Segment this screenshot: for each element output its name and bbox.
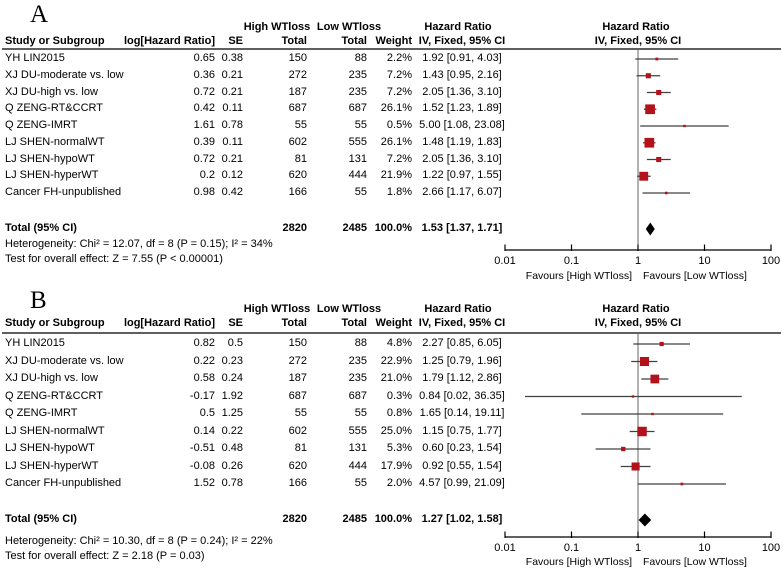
heterogeneity-text: Heterogeneity: Chi² = 12.07, df = 8 (P = 0.15); I² = 34% <box>5 238 273 250</box>
high-total-value: 187 <box>288 85 307 98</box>
low-total-value: 687 <box>348 389 367 402</box>
total-label: Total (95% CI) <box>5 513 77 525</box>
total-high-value: 2820 <box>282 222 307 234</box>
ci-text: 1.92 [0.91, 4.03] <box>422 52 502 64</box>
log-hr-value: 0.72 <box>193 152 215 165</box>
weight-value: 26.1% <box>380 102 412 115</box>
log-hr-value: 1.61 <box>193 119 215 131</box>
ci-text: 1.43 [0.95, 2.16] <box>422 68 502 81</box>
low-total-value: 55 <box>354 119 367 131</box>
panel-label: A <box>30 1 49 28</box>
ci-text: 0.60 [0.23, 1.54] <box>422 442 502 454</box>
log-hr-value: 0.42 <box>193 102 215 115</box>
header-hr-plot: Hazard Ratio <box>602 21 670 33</box>
low-total-value: 235 <box>348 85 367 98</box>
high-total-value: 150 <box>288 52 307 64</box>
high-total-value: 602 <box>288 424 307 437</box>
study-name: XJ DU-high vs. low <box>5 372 98 384</box>
header-hr: Hazard Ratio <box>424 303 492 315</box>
weight-value: 21.0% <box>380 372 412 384</box>
study-name: XJ DU-high vs. low <box>5 85 98 98</box>
study-name: Q ZENG-RT&CCRT <box>5 389 103 402</box>
effect-square <box>656 90 661 95</box>
study-name: LJ SHEN-hyperWT <box>5 169 99 182</box>
log-hr-value: 0.2 <box>199 169 215 182</box>
tick-label: 10 <box>698 255 711 267</box>
se-value: 0.38 <box>221 52 243 64</box>
se-value: 0.21 <box>221 85 243 98</box>
se-value: 0.24 <box>221 372 243 384</box>
study-name: LJ SHEN-hypoWT <box>5 442 95 454</box>
study-name: LJ SHEN-hyperWT <box>5 459 99 472</box>
header-ci-plot: IV, Fixed, 95% CI <box>594 317 682 329</box>
header-study: Study or Subgroup <box>5 35 105 47</box>
high-total-value: 81 <box>294 152 307 165</box>
low-total-value: 687 <box>348 102 367 115</box>
high-total-value: 602 <box>288 135 307 148</box>
heterogeneity-text: Heterogeneity: Chi² = 10.30, df = 8 (P = 0.24); I² = 22% <box>5 535 273 547</box>
se-value: 0.22 <box>221 424 243 437</box>
log-hr-value: -0.51 <box>189 442 215 454</box>
total-label: Total (95% CI) <box>5 222 77 234</box>
study-name: Cancer FH-unpublished <box>5 477 122 489</box>
weight-value: 22.9% <box>380 354 412 367</box>
weight-value: 1.8% <box>386 186 412 198</box>
se-value: 0.12 <box>221 169 243 182</box>
se-value: 0.48 <box>221 442 243 454</box>
header-group-high: High WTloss <box>243 21 311 33</box>
favours-left-label: Favours [High WTloss] <box>525 270 632 282</box>
se-value: 0.26 <box>221 459 243 472</box>
ci-text: 0.84 [0.02, 36.35] <box>419 389 505 402</box>
tick-label: 1 <box>634 542 642 554</box>
effect-square <box>621 447 625 451</box>
se-value: 0.11 <box>222 102 243 115</box>
study-name: LJ SHEN-hypoWT <box>5 152 95 165</box>
effect-square <box>660 342 664 346</box>
ci-text: 5.00 [1.08, 23.08] <box>419 119 505 131</box>
header-ci-plot: IV, Fixed, 95% CI <box>594 35 682 47</box>
effect-square <box>632 395 634 397</box>
overall-effect-text: Test for overall effect: Z = 7.55 (P < 0.00001) <box>5 253 223 265</box>
header-total-low: Total <box>341 317 367 329</box>
log-hr-value: 0.22 <box>193 354 215 367</box>
low-total-value: 131 <box>348 152 367 165</box>
log-hr-value: -0.08 <box>189 459 215 472</box>
header-total-low: Total <box>341 35 367 47</box>
se-value: 0.78 <box>221 477 243 489</box>
log-hr-value: 1.52 <box>193 477 215 489</box>
log-hr-value: 0.58 <box>193 372 215 384</box>
low-total-value: 555 <box>348 424 367 437</box>
study-name: Q ZENG-IMRT <box>5 407 78 419</box>
tick-label: 100 <box>761 255 781 267</box>
header-loghr: log[Hazard Ratio] <box>123 317 215 329</box>
log-hr-value: 0.14 <box>193 424 215 437</box>
header-group-low: Low WTloss <box>316 303 382 315</box>
se-value: 0.21 <box>221 152 243 165</box>
se-value: 0.78 <box>221 119 243 131</box>
low-total-value: 55 <box>354 186 367 198</box>
effect-square <box>665 192 668 195</box>
favours-right-label: Favours [Low WTloss] <box>643 556 747 568</box>
header-group-high: High WTloss <box>243 303 311 315</box>
ci-text: 0.92 [0.55, 1.54] <box>422 459 502 472</box>
header-weight: Weight <box>375 35 412 47</box>
header-study: Study or Subgroup <box>5 317 105 329</box>
weight-value: 4.8% <box>386 337 412 349</box>
overall-effect-text: Test for overall effect: Z = 2.18 (P = 0.03) <box>5 550 205 562</box>
study-name: XJ DU-moderate vs. low <box>5 68 124 81</box>
low-total-value: 235 <box>348 354 367 367</box>
weight-value: 0.8% <box>386 407 412 419</box>
ci-text: 2.05 [1.36, 3.10] <box>422 85 502 98</box>
summary-diamond <box>646 223 655 236</box>
log-hr-value: 0.36 <box>193 68 215 81</box>
weight-value: 7.2% <box>386 152 412 165</box>
weight-value: 7.2% <box>386 68 412 81</box>
weight-value: 2.0% <box>386 477 412 489</box>
low-total-value: 88 <box>354 337 367 349</box>
weight-value: 21.9% <box>380 169 412 182</box>
ci-text: 1.25 [0.79, 1.96] <box>422 354 502 367</box>
high-total-value: 272 <box>288 68 307 81</box>
study-name: YH LIN2015 <box>5 52 65 64</box>
study-name: Cancer FH-unpublished <box>5 186 122 198</box>
header-hr: Hazard Ratio <box>424 21 492 33</box>
study-name: Q ZENG-RT&CCRT <box>5 102 103 115</box>
high-total-value: 81 <box>294 442 307 454</box>
se-value: 0.21 <box>221 68 243 81</box>
header-se: SE <box>228 317 243 329</box>
effect-square <box>656 157 661 162</box>
high-total-value: 55 <box>294 407 307 419</box>
se-value: 0.11 <box>222 135 243 148</box>
low-total-value: 444 <box>348 169 367 182</box>
effect-square <box>683 125 685 127</box>
effect-square <box>651 413 653 415</box>
tick-label: 10 <box>698 542 711 554</box>
tick-label: 0.1 <box>563 542 580 554</box>
high-total-value: 166 <box>288 477 307 489</box>
se-value: 0.5 <box>227 337 243 349</box>
effect-square <box>681 483 684 486</box>
effect-square <box>632 462 640 470</box>
high-total-value: 166 <box>288 186 307 198</box>
effect-square <box>639 172 648 181</box>
study-name: LJ SHEN-normalWT <box>5 135 105 148</box>
log-hr-value: 0.98 <box>193 186 215 198</box>
ci-text: 1.48 [1.19, 1.83] <box>422 135 502 148</box>
study-name: XJ DU-moderate vs. low <box>5 354 124 367</box>
log-hr-value: 0.82 <box>193 337 215 349</box>
ci-text: 1.65 [0.14, 19.11] <box>419 407 505 419</box>
header-weight: Weight <box>375 317 412 329</box>
effect-square <box>637 427 647 437</box>
ci-text: 1.79 [1.12, 2.86] <box>422 372 502 384</box>
weight-value: 5.3% <box>386 442 412 454</box>
study-name: LJ SHEN-normalWT <box>5 424 105 437</box>
high-total-value: 187 <box>288 372 307 384</box>
header-loghr: log[Hazard Ratio] <box>123 35 215 47</box>
ci-text: 4.57 [0.99, 21.09] <box>419 477 505 489</box>
total-low-value: 2485 <box>342 222 367 234</box>
weight-value: 0.5% <box>386 119 412 131</box>
effect-square <box>640 357 649 366</box>
effect-square <box>646 73 651 78</box>
total-weight-value: 100.0% <box>374 222 412 234</box>
high-total-value: 150 <box>288 337 307 349</box>
study-name: Q ZENG-IMRT <box>5 119 78 131</box>
low-total-value: 55 <box>354 477 367 489</box>
log-hr-value: -0.17 <box>189 389 215 402</box>
low-total-value: 55 <box>354 407 367 419</box>
weight-value: 17.9% <box>380 459 412 472</box>
tick-label: 1 <box>634 255 642 267</box>
total-weight-value: 100.0% <box>374 513 412 525</box>
log-hr-value: 0.72 <box>193 85 215 98</box>
high-total-value: 620 <box>288 169 307 182</box>
study-name: YH LIN2015 <box>5 337 65 349</box>
low-total-value: 555 <box>348 135 367 148</box>
tick-label: 0.1 <box>563 255 580 267</box>
effect-square <box>645 104 655 114</box>
high-total-value: 687 <box>288 102 307 115</box>
low-total-value: 131 <box>348 442 367 454</box>
se-value: 1.25 <box>221 407 243 419</box>
weight-value: 26.1% <box>380 135 412 148</box>
ci-text: 2.66 [1.17, 6.07] <box>422 186 502 198</box>
effect-square <box>650 375 659 384</box>
header-ci: IV, Fixed, 95% CI <box>418 317 506 329</box>
effect-square <box>655 58 658 61</box>
weight-value: 7.2% <box>386 85 412 98</box>
log-hr-value: 0.65 <box>193 52 215 64</box>
high-total-value: 55 <box>294 119 307 131</box>
ci-text: 2.05 [1.36, 3.10] <box>422 152 502 165</box>
favours-right-label: Favours [Low WTloss] <box>643 270 747 282</box>
summary-diamond <box>639 514 652 527</box>
tick-label: 100 <box>761 542 781 554</box>
se-value: 0.23 <box>221 354 243 367</box>
weight-value: 0.3% <box>386 389 412 402</box>
high-total-value: 620 <box>288 459 307 472</box>
effect-square <box>644 138 654 148</box>
header-ci: IV, Fixed, 95% CI <box>418 35 506 47</box>
tick-label: 0.01 <box>494 542 516 554</box>
high-total-value: 687 <box>288 389 307 402</box>
se-value: 0.42 <box>221 186 243 198</box>
ci-text: 1.22 [0.97, 1.55] <box>422 169 502 182</box>
total-high-value: 2820 <box>282 513 307 525</box>
total-ci-text: 1.53 [1.37, 1.71] <box>421 222 503 234</box>
ci-text: 2.27 [0.85, 6.05] <box>422 337 502 349</box>
low-total-value: 235 <box>348 372 367 384</box>
panel-label: B <box>30 287 47 314</box>
low-total-value: 88 <box>354 52 367 64</box>
tick-label: 0.01 <box>494 255 516 267</box>
log-hr-value: 0.39 <box>193 135 215 148</box>
se-value: 1.92 <box>221 389 243 402</box>
header-total-high: Total <box>281 35 307 47</box>
low-total-value: 444 <box>348 459 367 472</box>
high-total-value: 272 <box>288 354 307 367</box>
header-total-high: Total <box>281 317 307 329</box>
low-total-value: 235 <box>348 68 367 81</box>
favours-left-label: Favours [High WTloss] <box>525 556 632 568</box>
header-hr-plot: Hazard Ratio <box>602 303 670 315</box>
log-hr-value: 0.5 <box>199 407 215 419</box>
header-se: SE <box>228 35 243 47</box>
header-group-low: Low WTloss <box>316 21 382 33</box>
weight-value: 2.2% <box>386 52 412 64</box>
weight-value: 25.0% <box>380 424 412 437</box>
total-low-value: 2485 <box>342 513 367 525</box>
ci-text: 1.52 [1.23, 1.89] <box>422 102 502 115</box>
total-ci-text: 1.27 [1.02, 1.58] <box>421 513 503 525</box>
ci-text: 1.15 [0.75, 1.77] <box>422 424 502 437</box>
